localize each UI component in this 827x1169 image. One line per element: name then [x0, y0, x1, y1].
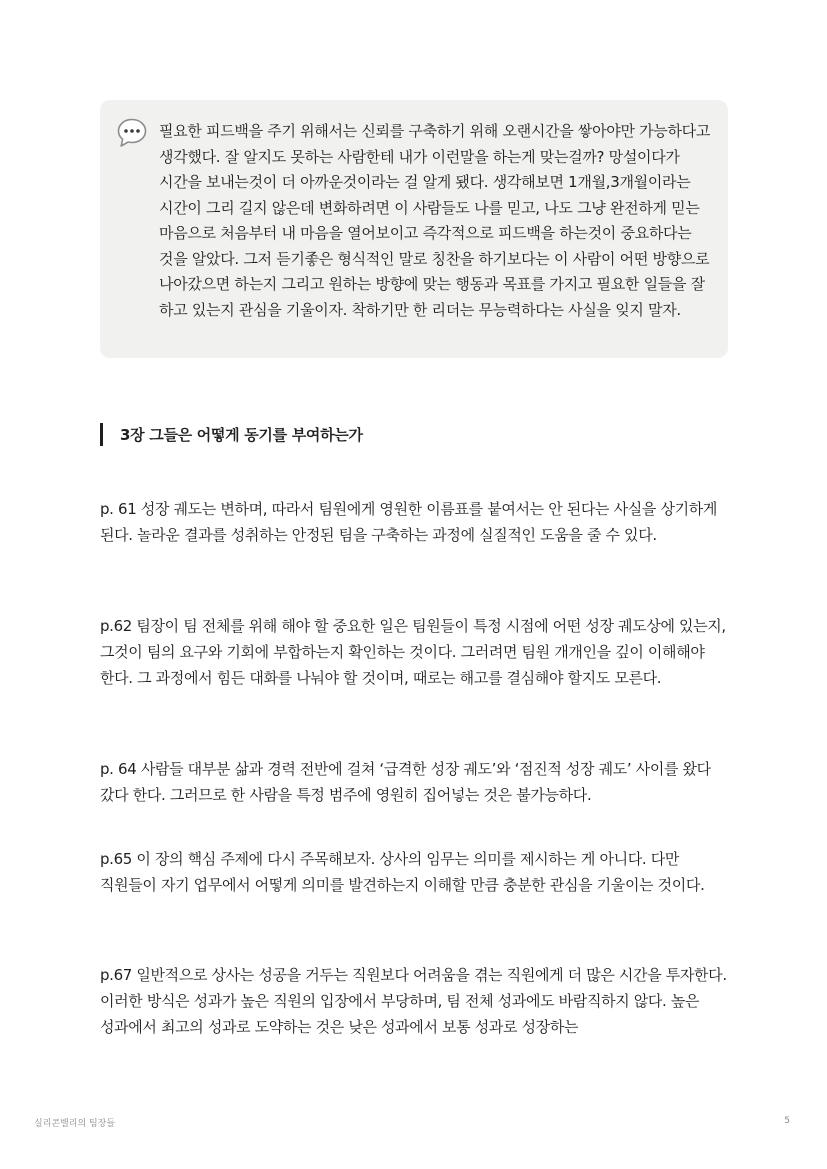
note-paragraph: p.62 팀장이 팀 전체를 위해 해야 할 중요한 일은 팀원들이 특정 시점에 어떤 성장 궤도상에 있는지, 그것이 팀의 요구와 기회에 부합하는지 확인하는 것이다. 그러려면 팀원 개개인을 깊이 이해해야 한다. 그 과정에서 힘든 대화를 나눠야 할 것이며, 때로는 해고를 결심해야 할지도 모른다. [100, 617, 726, 687]
footer-book-title: 실리콘밸리의 팀장들 [34, 1119, 116, 1129]
footer-page-number: 5 [784, 1116, 790, 1126]
callout-text: 필요한 피드백을 주기 위해서는 신뢰를 구축하기 위해 오랜시간을 쌓아야만 가능하다고 생각했다. 잘 알지도 못하는 사람한테 내가 이런말을 하는게 맞는걸까? 망설이다가 시간을 보내는것이 더 아까운것이라는 걸 알게 됐다. 생각해보면 1개월,3개월이라는 시간이 그리 길지 않은데 변화하려면 이 사람들도 나를 믿고, 나도 그냥 완전하게 믿는 마음으로 처음부터 내 마음을 열어보이고 즉각적으로 피드백을 하는것이 중요하다는 것을 알았다. 그저 듣기좋은 형식적인 말로 칭찬을 하기보다는 이 사람이 어떤 방향으로 나아갔으면 하는지 그리고 원하는 방향에 맞는 행동과 목표를 가지고 필요한 일들을 잘 하고 있는지 관심을 기울이자. 착하기만 한 리더는 무능력하다는 사실을 잊지 말자. [159, 122, 711, 319]
speech-bubble-icon [116, 117, 148, 149]
note-paragraph: p.67 일반적으로 상사는 성공을 거두는 직원보다 어려움을 겪는 직원에게 더 많은 시간을 투자한다. 이러한 방식은 성과가 높은 직원의 입장에서 부당하며, 팀 전체 성과에도 바람직하지 않다. 높은 성과에서 최고의 성과로 도약하는 것은 낮은 성과에서 보통 성과로 성장하는 [100, 966, 727, 1036]
note-paragraph: p.65 이 장의 핵심 주제에 다시 주목해보자. 상사의 임무는 의미를 제시하는 게 아니다. 다만 직원들이 자기 업무에서 어떻게 의미를 발견하는지 이해할 만큼 충분한 관심을 기울이는 것이다. [100, 850, 705, 894]
note-paragraph: p. 64 사람들 대부분 삶과 경력 전반에 걸쳐 ‘급격한 성장 궤도’와 ‘점진적 성장 궤도’ 사이를 왔다 갔다 한다. 그러므로 한 사람을 특정 범주에 영원히 집어넣는 것은 불가능하다. [100, 760, 711, 804]
note-paragraph: p. 61 성장 궤도는 변하며, 따라서 팀원에게 영원한 이름표를 붙여서는 안 된다는 사실을 상기하게 된다. 놀라운 결과를 성취하는 안정된 팀을 구축하는 과정에 실질적인 도움을 줄 수 있다. [100, 500, 718, 544]
section-heading: 3장 그들은 어떻게 동기를 부여하는가 [100, 423, 363, 446]
callout-box [100, 100, 728, 358]
